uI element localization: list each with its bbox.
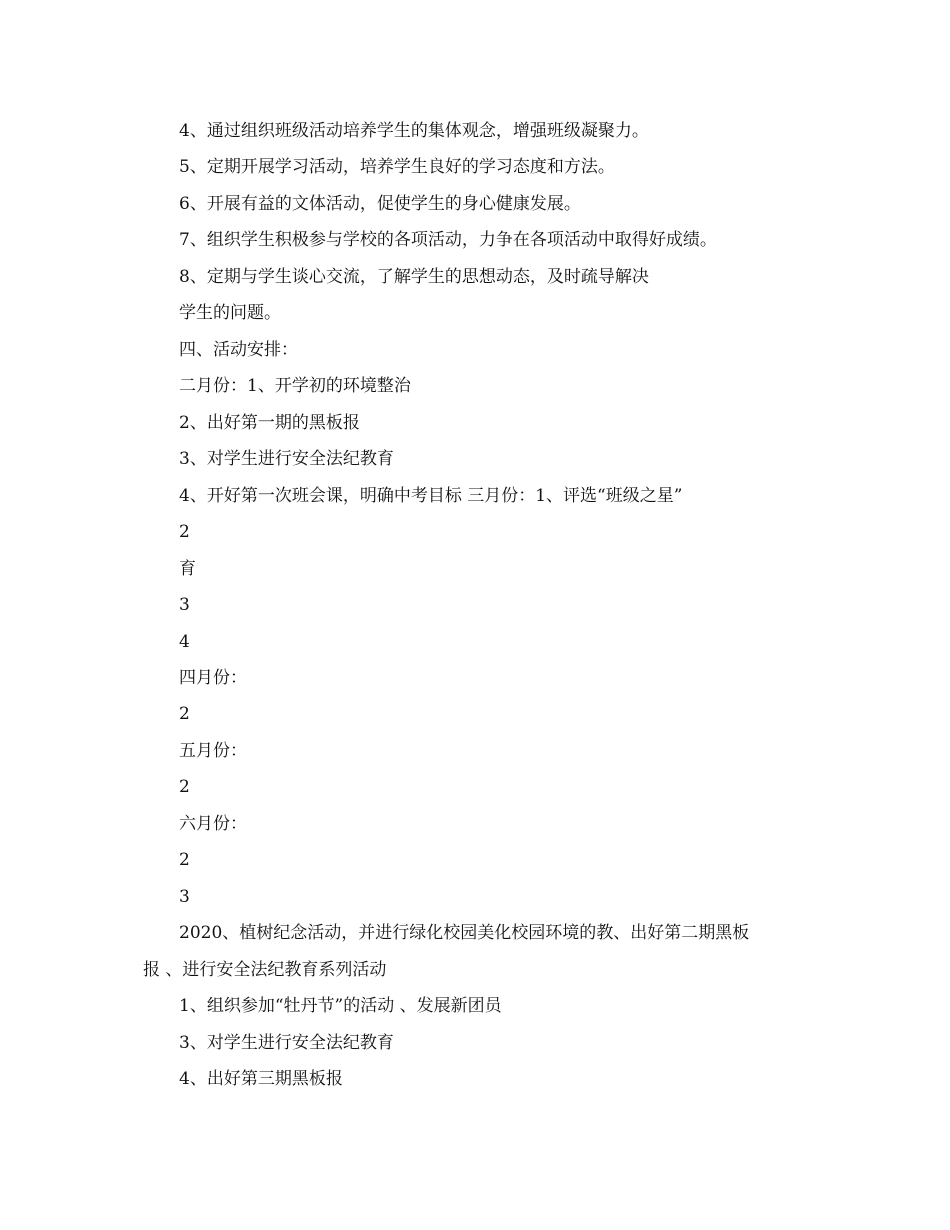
merged-line-tree-planting: 2020、植树纪念活动，并进行绿化校园美化校园环境的教、出好第二期黑板 — [179, 923, 750, 943]
fragment-yu: 育 — [179, 559, 196, 579]
february-item-3: 3、对学生进行安全法纪教育 — [179, 449, 394, 469]
item-8-talks: 8、定期与学生谈心交流，了解学生的思想动态，及时疏导解决 — [179, 267, 649, 287]
fragment-2: 2 — [179, 522, 190, 542]
may-heading: 五月份： — [179, 741, 247, 761]
item-7-school-activities: 7、组织学生积极参与学校的各项活动，力争在各项活动中取得好成绩。 — [179, 230, 717, 250]
may-fragment-2: 2 — [179, 777, 190, 797]
item-4-collective: 4、通过组织班级活动培养学生的集体观念，增强班级凝聚力。 — [179, 121, 649, 141]
merged-line-continuation: 报 、进行安全法纪教育系列活动 — [143, 960, 387, 980]
blackboard-item-3: 4、出好第三期黑板报 — [179, 1069, 343, 1089]
item-8-continuation: 学生的问题。 — [179, 303, 281, 323]
section-heading-activities: 四、活动安排： — [179, 340, 298, 360]
june-fragment-2: 2 — [179, 850, 190, 870]
february-item-2: 2、出好第一期的黑板报 — [179, 413, 360, 433]
february-item-1: 二月份：1、开学初的环境整治 — [179, 376, 411, 396]
fragment-3: 3 — [179, 595, 190, 615]
february-item-4-march-item-1: 4、开好第一次班会课，明确中考目标 三月份：1、评选“班级之星” — [179, 486, 683, 506]
june-fragment-3: 3 — [179, 887, 190, 907]
april-fragment-2: 2 — [179, 704, 190, 724]
april-heading: 四月份： — [179, 668, 247, 688]
june-heading: 六月份： — [179, 814, 247, 834]
peony-festival-item: 1、组织参加“牡丹节”的活动 、发展新团员 — [179, 996, 502, 1016]
item-5-study: 5、定期开展学习活动，培养学生良好的学习态度和方法。 — [179, 157, 615, 177]
item-6-sports: 6、开展有益的文体活动，促使学生的身心健康发展。 — [179, 194, 581, 214]
safety-education-item: 3、对学生进行安全法纪教育 — [179, 1033, 394, 1053]
fragment-4: 4 — [179, 632, 190, 652]
